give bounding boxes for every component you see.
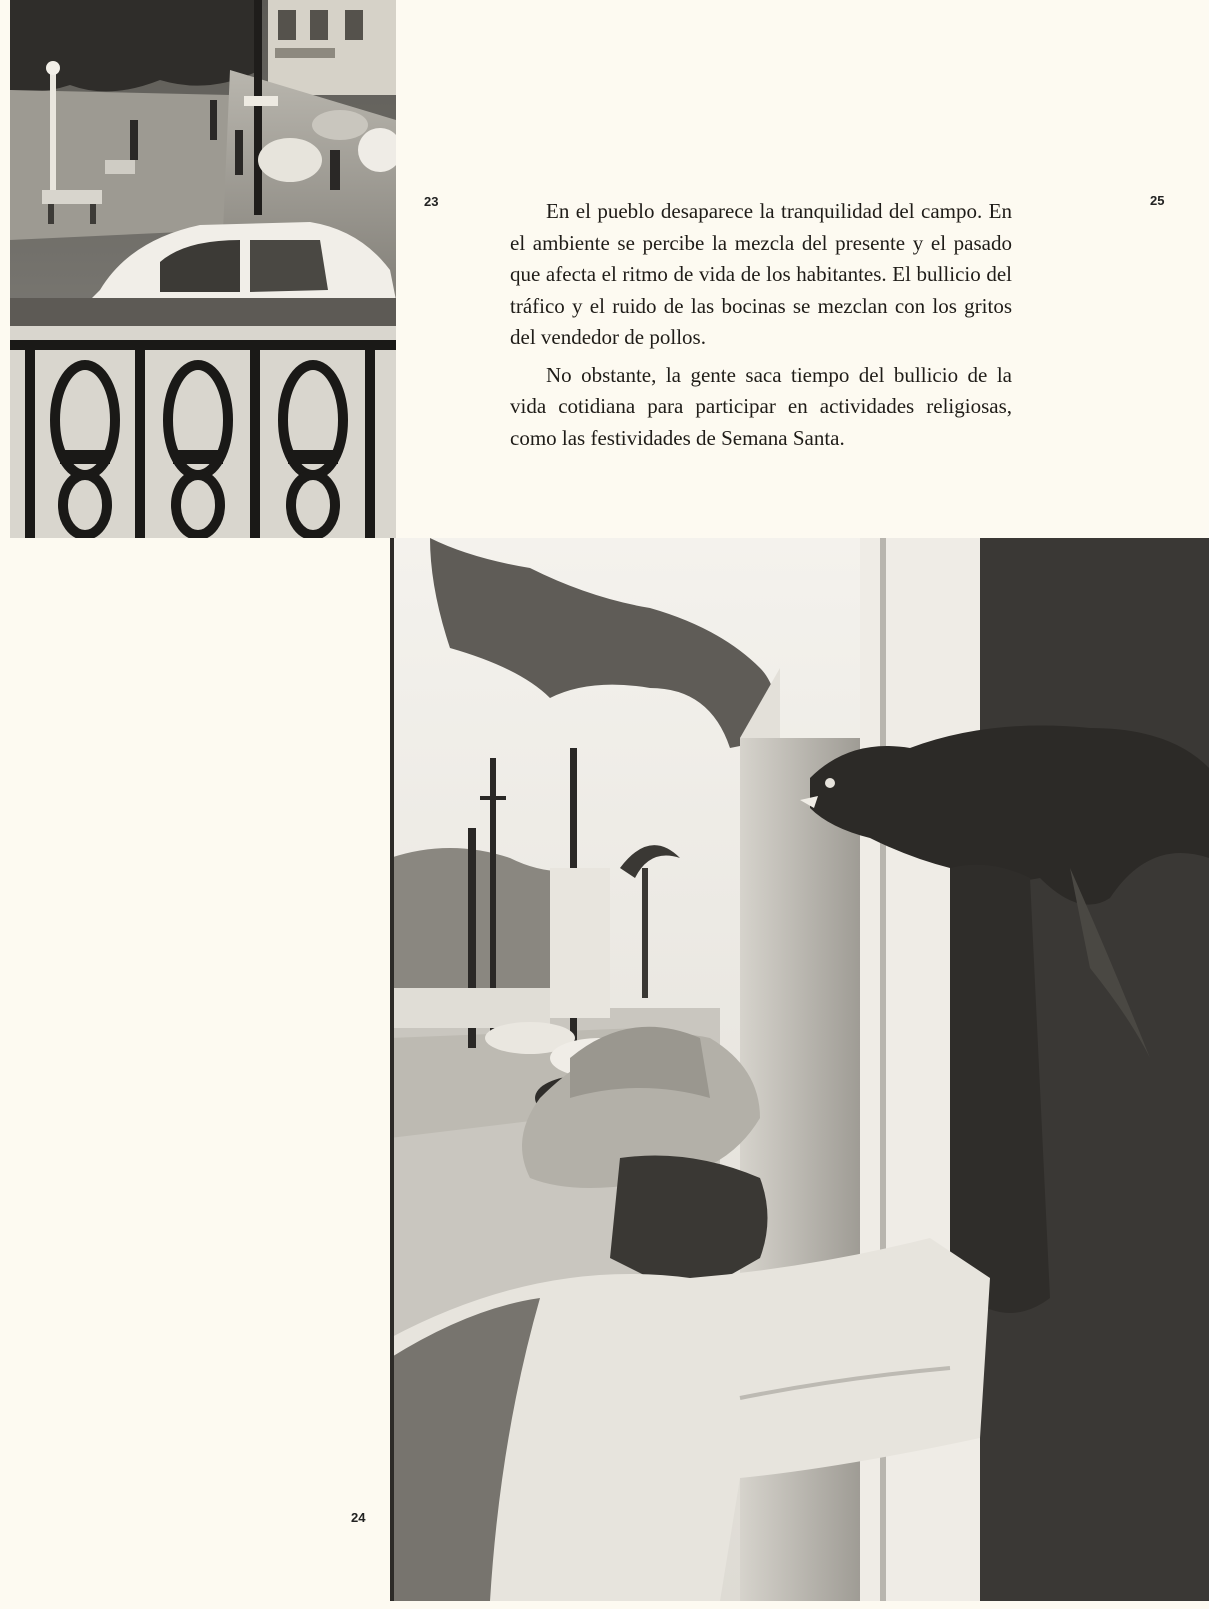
chicken-vendor-illustration: [390, 538, 1209, 1601]
body-text: [510, 196, 1012, 454]
paragraph-2: No obstante, la gente saca tiempo del bullicio de la vida cotidiana para participar en actividades religiosas, como las festividades de Semana Santa.: [510, 362, 1012, 450]
plaza-street-illustration: [10, 0, 396, 538]
page-number-23: 23: [424, 194, 439, 209]
chicken-vendor-photo: [390, 538, 1209, 1601]
page-number-24: 24: [351, 1510, 366, 1525]
plaza-street-photo: [10, 0, 396, 538]
page-number-25: 25: [1150, 193, 1165, 208]
paragraph-1: En el pueblo desaparece la tranquilidad del campo. En el ambiente se percibe la mezcla del presente y el pasado que afecta el ritmo de vida de los habitantes. El bullicio del tráfico y el ruido de las bocinas se mezclan con los gritos del vendedor de pollos.: [510, 199, 1012, 349]
